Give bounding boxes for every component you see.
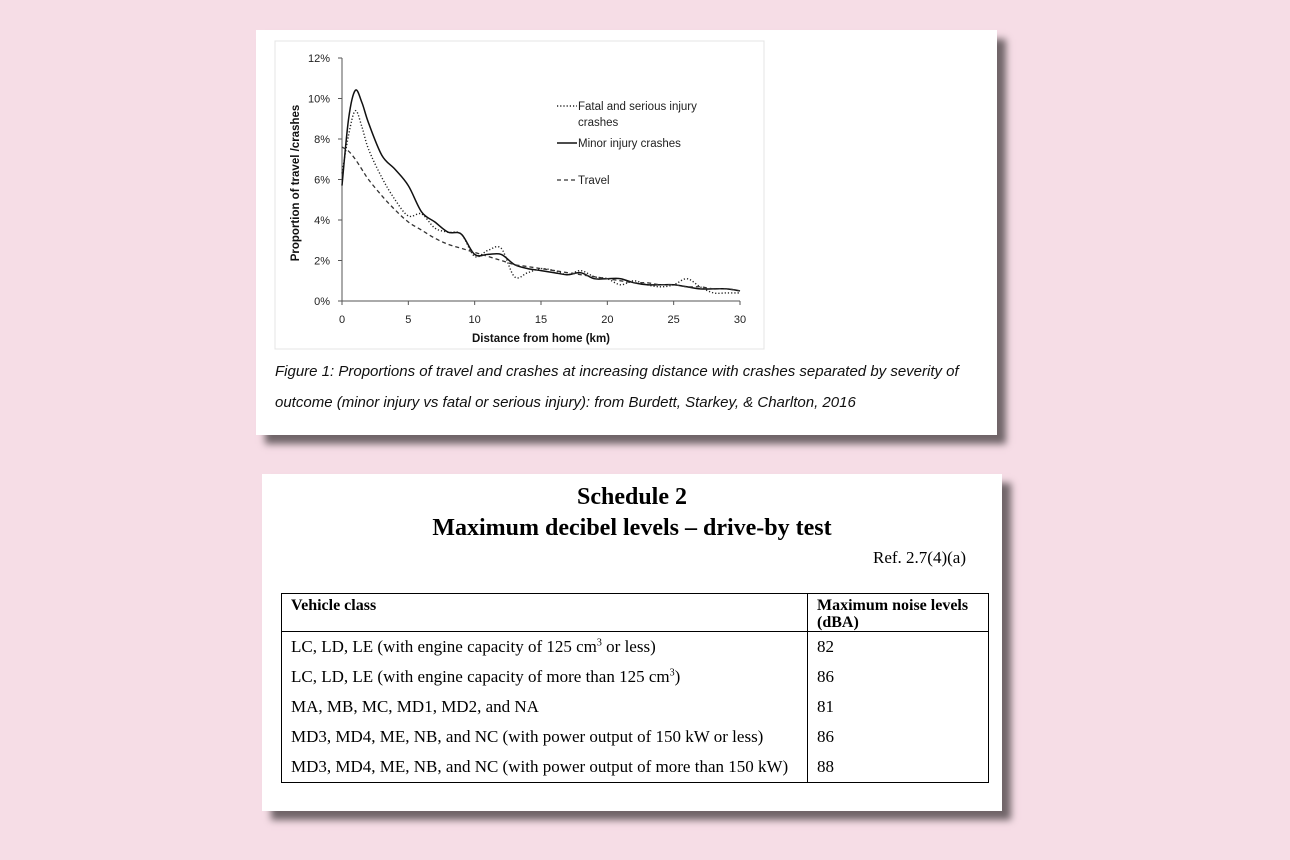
- table-header-row: [282, 594, 989, 632]
- table-row: [282, 632, 989, 663]
- table-row: [282, 662, 989, 692]
- chart-frame: [275, 41, 764, 349]
- series-line-dashed: [342, 147, 740, 291]
- y-tick-label: 10%: [307, 93, 330, 106]
- crash-distance-chart: [256, 30, 997, 350]
- vehicle-class-text: LC, LD, LE (with engine capacity of 125 cm: [291, 637, 597, 656]
- vehicle-class-cell: [282, 632, 808, 663]
- series-line-solid: [342, 90, 740, 291]
- header-max-noise: Maximum noise levels (dBA): [808, 594, 989, 632]
- x-tick-label: 5: [405, 314, 412, 326]
- superscript: 3: [669, 667, 675, 679]
- header-vehicle-class: Vehicle class: [282, 594, 808, 632]
- schedule-subtitle: Maximum decibel levels – drive-by test: [432, 515, 832, 541]
- x-tick-label: 25: [667, 314, 680, 326]
- vehicle-class-cell: [282, 692, 808, 722]
- legend-label-fatal-line1: Fatal and serious injury: [578, 101, 697, 113]
- vehicle-class-text: MA, MB, MC, MD1, MD2, and NA: [291, 697, 539, 716]
- figure-caption: [275, 356, 985, 418]
- noise-levels-table: [281, 593, 989, 783]
- x-tick-label: 10: [468, 314, 481, 326]
- table-row: [282, 722, 989, 752]
- y-tick-label: 0%: [314, 296, 330, 308]
- series-lines: [342, 90, 740, 293]
- vehicle-class-cell: [282, 722, 808, 752]
- x-tick-label: 0: [338, 314, 346, 326]
- legend-label-fatal-line2: crashes: [578, 117, 619, 129]
- y-tick-label: 2%: [314, 255, 330, 268]
- schedule-reference: Ref. 2.7(4)(a): [873, 548, 966, 567]
- y-tick-label: 6%: [314, 174, 330, 187]
- y-ticks: [308, 53, 342, 308]
- vehicle-class-suffix: or less): [601, 637, 656, 656]
- noise-value-cell: 86: [817, 667, 834, 686]
- noise-value-cell: 88: [817, 757, 834, 776]
- figure-caption-line1: Figure 1: Proportions of travel and crashes at increasing distance with crashes separated by severity of: [275, 363, 959, 380]
- noise-value-cell: 86: [817, 727, 834, 746]
- x-tick-label: 15: [534, 314, 548, 326]
- vehicle-class-text: LC, LD, LE (with engine capacity of more than 125 cm: [291, 667, 670, 686]
- figure-caption-line2: outcome (minor injury vs fatal or serious injury): from Burdett, Starkey, & Charlton, 2016: [275, 394, 856, 411]
- y-tick-label: 8%: [314, 134, 330, 146]
- vehicle-class-cell: [282, 752, 808, 783]
- vehicle-class-text: MD3, MD4, ME, NB, and NC (with power output of more than 150 kW): [291, 757, 789, 776]
- schedule-card: [262, 474, 1002, 811]
- x-axis-title: Distance from home (km): [471, 333, 611, 345]
- legend-label-minor: Minor injury crashes: [578, 138, 681, 150]
- noise-value-cell: 81: [817, 697, 834, 716]
- x-tick-label: 20: [601, 314, 614, 326]
- x-tick-label: 30: [733, 314, 747, 326]
- chart-legend: [557, 101, 697, 187]
- vehicle-class-text: MD3, MD4, ME, NB, and NC (with power output of 150 kW or less): [291, 727, 764, 746]
- noise-value-cell: 82: [817, 637, 834, 656]
- legend-label-travel: Travel: [578, 175, 610, 187]
- schedule-title: Schedule 2: [576, 484, 687, 510]
- table-row: [282, 692, 989, 722]
- y-tick-label: 12%: [307, 53, 330, 65]
- x-ticks: [339, 301, 746, 326]
- table-row: [282, 752, 989, 783]
- y-axis-title: Proportion of travel /crashes: [290, 104, 302, 262]
- figure-card: [256, 30, 997, 435]
- vehicle-class-cell: [282, 662, 808, 692]
- y-tick-label: 4%: [314, 215, 330, 227]
- vehicle-class-suffix: ): [674, 667, 681, 686]
- superscript: 3: [596, 637, 602, 649]
